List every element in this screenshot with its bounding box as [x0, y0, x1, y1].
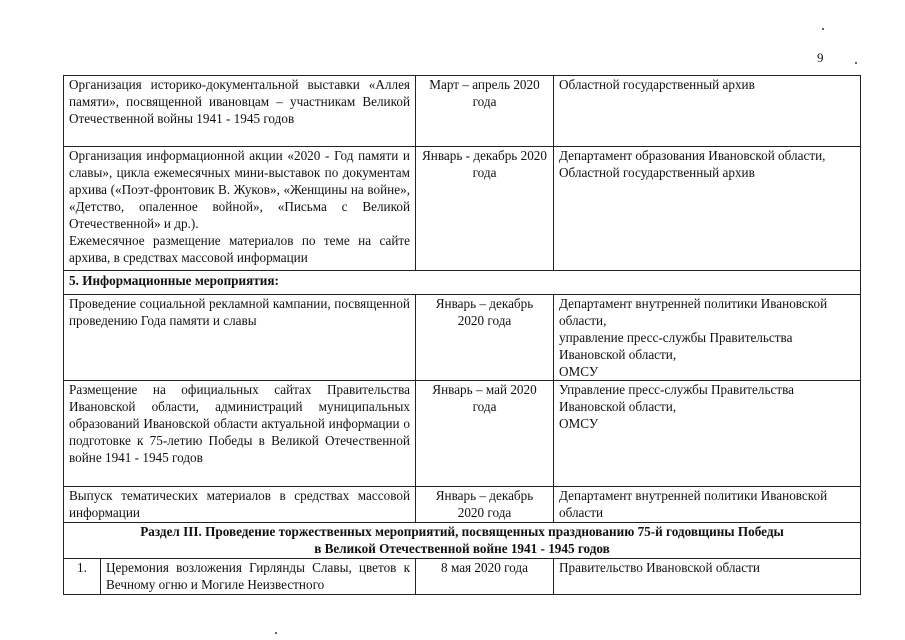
date-cell: 8 мая 2020 года — [416, 559, 554, 595]
table-row — [64, 381, 861, 487]
table-row — [64, 295, 861, 381]
scan-speck — [275, 632, 277, 634]
responsible-cell: Департамент образования Ивановской области, Областной государственный архив — [554, 147, 861, 271]
section-heading-line: в Великой Отечественной войне 1941 - 1945 годов — [314, 541, 610, 556]
table-row — [64, 147, 861, 271]
event-cell: Организация историко-документальной выставки «Аллея памяти», посвященной ивановцам – участникам Великой Отечественной войны 1941 - 1945 годов — [64, 76, 416, 147]
responsible-line: Департамент внутренней политики Ивановской области, — [559, 296, 828, 328]
scan-speck — [855, 62, 857, 64]
responsible-line: ОМСУ — [559, 416, 599, 431]
event-cell: Церемония возложения Гирлянды Славы, цветов к Вечному огню и Могиле Неизвестного — [101, 559, 416, 595]
responsible-line: ОМСУ — [559, 364, 599, 379]
date-cell: Март – апрель 2020 года — [416, 76, 554, 147]
responsible-cell — [554, 487, 861, 523]
event-paragraph: Ежемесячное размещение материалов по теме на сайте архива, в средствах массовой информации — [69, 233, 410, 265]
event-cell: Проведение социальной рекламной кампании, посвященной проведению Года памяти и славы — [64, 295, 416, 381]
date-cell: Январь - декабрь 2020 года — [416, 147, 554, 271]
event-cell: Размещение на официальных сайтах Правительства Ивановской области, администраций муниципальных образований Ивановской области актуальной информации о подготовке к 75-летию Победы в Великой Отечественной войне 1941 - 1945 годов — [64, 381, 416, 487]
section-heading: 5. Информационные мероприятия: — [64, 271, 861, 295]
row-number-cell: 1. — [64, 559, 101, 595]
event-cell: Выпуск тематических материалов в средствах массовой информации — [64, 487, 416, 523]
date-cell: Январь – декабрь 2020 года — [416, 295, 554, 381]
scan-speck — [822, 28, 824, 30]
responsible-line: управление пресс-службы Правительства Ивановской области, — [559, 330, 793, 362]
responsible-line: Департамент внутренней политики Ивановской области — [559, 488, 828, 520]
date-cell: Январь – декабрь 2020 года — [416, 487, 554, 523]
table-row — [64, 559, 861, 595]
date-cell: Январь – май 2020 года — [416, 381, 554, 487]
page-number: 9 — [817, 50, 824, 65]
section-heading — [64, 523, 861, 559]
section-heading-row — [64, 523, 861, 559]
event-cell — [64, 147, 416, 271]
table-row — [64, 487, 861, 523]
responsible-line: Управление пресс-службы Правительства Ивановской области, — [559, 382, 795, 414]
responsible-cell — [554, 381, 861, 487]
event-paragraph: Организация информационной акции «2020 - Год памяти и славы», цикла ежемесячных мини-выставок по документам архива («Поэт-фронтовик В. Жуков», «Женщины на войне», «Детство, опаленное войной», «Письма с Великой Отечественной» и др.). — [69, 148, 410, 231]
responsible-cell — [554, 295, 861, 381]
responsible-cell: Областной государственный архив — [554, 76, 861, 147]
section-heading-row — [64, 271, 861, 295]
events-table — [63, 75, 861, 595]
table-row — [64, 76, 861, 147]
responsible-cell: Правительство Ивановской области — [554, 559, 861, 595]
section-heading-line: Раздел III. Проведение торжественных мероприятий, посвященных празднованию 75-й годовщины Победы — [140, 524, 784, 539]
